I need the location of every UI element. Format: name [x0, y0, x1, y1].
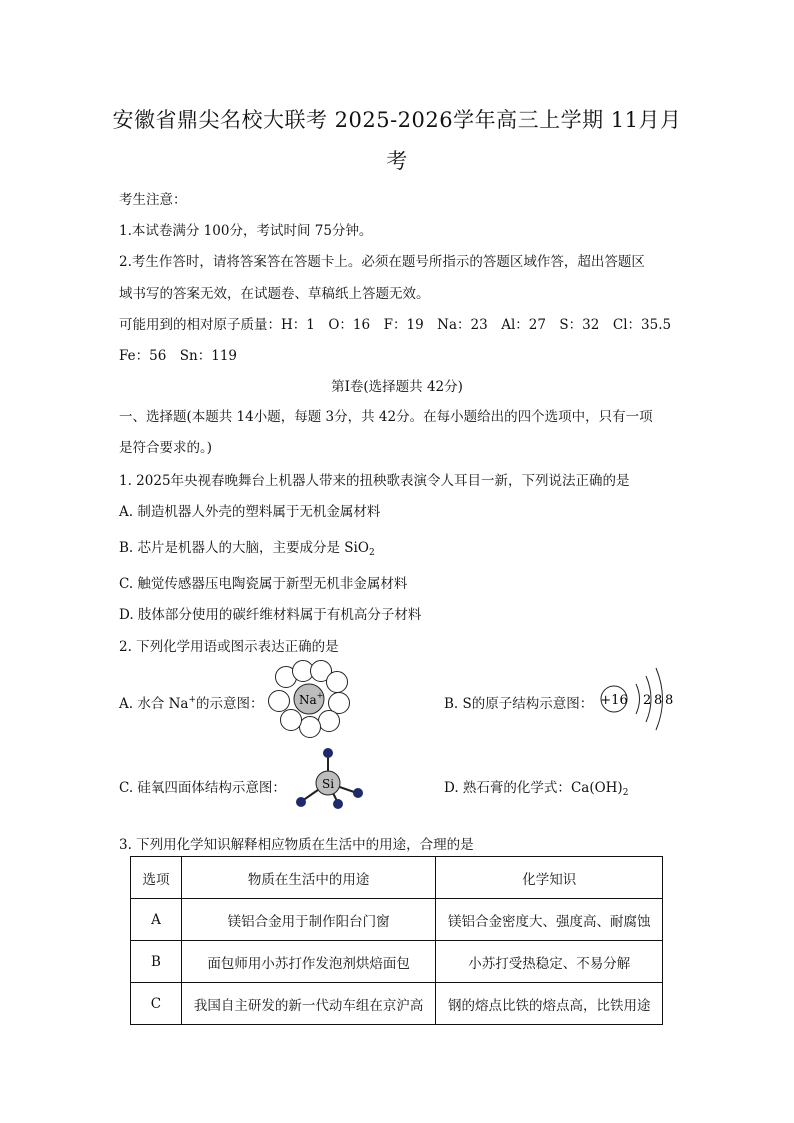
q2-option-a-text: A. 水合 Na: [119, 696, 189, 712]
notice-item-2b: 域书写的答案无效，在试题卷、草稿纸上答题无效。: [119, 286, 430, 302]
q1-option-b-text: B. 芯片是机器人的大脑，主要成分是 SiO: [119, 540, 369, 556]
nucleus-charge: +16: [600, 693, 628, 708]
q2-option-a-sup: +: [188, 695, 197, 705]
q1-option-c: C. 触觉传感器压电陶瓷属于新型无机非金属材料: [119, 576, 408, 592]
atomic-masses-b: Fe：56 Sn：119: [119, 348, 238, 364]
silicon-atom-label: Si: [321, 777, 335, 791]
exam-title-line2: 考: [386, 149, 408, 173]
section-title: 第Ⅰ卷(选择题共 42分): [331, 379, 463, 395]
shell-electrons: 2: [643, 693, 652, 708]
oxygen-atom: [323, 748, 333, 758]
notice-item-2a: 2.考生作答时，请将答案答在答题卡上。必须在题号所指示的答题区域作答，超出答题区: [119, 254, 645, 270]
table-cell: 钢的熔点比铁的熔点高，比铁用途: [436, 983, 663, 1025]
q1-option-b-subscript: 2: [368, 548, 375, 558]
q1-option-d: D. 肢体部分使用的碳纤维材料属于有机高分子材料: [119, 607, 422, 623]
q2-option-a-label: [119, 692, 264, 712]
table-cell: C: [131, 983, 182, 1025]
water-molecule: [269, 691, 290, 712]
table-cell: B: [131, 941, 182, 983]
electron-shell-arc: [636, 684, 640, 714]
table-header-cell: 物质在生活中的用途: [181, 857, 435, 899]
table-cell: 小苏打受热稳定、不易分解: [436, 941, 663, 983]
q2-stem: 2. 下列化学用语或图示表达正确的是: [119, 639, 339, 655]
q2-option-a-tail: 的示意图：: [196, 696, 264, 712]
water-molecule: [319, 711, 340, 732]
water-molecule: [300, 717, 321, 738]
q3-stem: 3. 下列用化学知识解释相应物质在生活中的用途，合理的是: [119, 837, 474, 853]
atomic-masses-a: 可能用到的相对原子质量：H：1 O：16 F：19 Na：23 Al：27 S：32 Cl：35.5: [119, 317, 672, 333]
oxygen-atom: [296, 797, 306, 807]
water-molecule: [327, 672, 348, 693]
table-cell: 镁铝合金用于制作阳台门窗: [181, 899, 435, 941]
table-cell: 面包师用小苏打作发泡剂烘焙面包: [181, 941, 435, 983]
water-molecule: [281, 710, 302, 731]
table-row: [131, 941, 663, 983]
sodium-ion-label: Na+: [299, 691, 324, 707]
oxygen-atom: [353, 788, 363, 798]
q2-option-d: [444, 776, 628, 798]
notice-heading: 考生注意：: [119, 192, 187, 208]
table-cell: A: [131, 899, 182, 941]
silicon-oxygen-tetrahedron-diagram: [290, 745, 366, 811]
table-cell: 我国自主研发的新一代动车组在京沪高: [181, 983, 435, 1025]
q1-option-a: A. 制造机器人外壳的塑料属于无机金属材料: [119, 504, 381, 520]
shell-electrons: 8: [654, 693, 663, 708]
table-header-cell: 选项: [131, 857, 182, 899]
oxygen-atom: [333, 799, 343, 809]
table-header-row: [131, 857, 663, 899]
q1-option-b: [119, 536, 375, 558]
exam-title-line1: 安徽省鼎尖名校大联考 2025-2026学年高三上学期 11月月: [112, 108, 682, 132]
table-cell: 镁铝合金密度大、强度高、耐腐蚀: [436, 899, 663, 941]
q2-option-b-text: B. S的原子结构示意图：: [444, 696, 594, 712]
sulfur-atom-structure-diagram: [596, 664, 676, 734]
hydrated-sodium-ion-diagram: [266, 660, 354, 740]
q3-table: [130, 856, 663, 1025]
table-row: [131, 899, 663, 941]
table-header-cell: 化学知识: [436, 857, 663, 899]
q2-option-d-text: D. 熟石膏的化学式：: [444, 780, 571, 796]
q2-option-d-formula: Ca(OH): [570, 780, 623, 796]
q2-option-d-subscript: 2: [622, 788, 629, 798]
part-intro-a: 一、选择题(本题共 14小题，每题 3分，共 42分。在每小题给出的四个选项中，只有一项: [119, 409, 653, 425]
part-intro-b: 是符合要求的。): [119, 440, 213, 456]
table-row: [131, 983, 663, 1025]
notice-item-1: 1.本试卷满分 100分，考试时间 75分钟。: [119, 223, 373, 239]
q1-stem: 1. 2025年央视春晚舞台上机器人带来的扭秧歌表演令人耳目一新，下列说法正确的是: [119, 473, 630, 489]
shell-electrons: 8: [665, 693, 674, 708]
q2-option-c-text: C. 硅氧四面体结构示意图：: [119, 780, 286, 796]
